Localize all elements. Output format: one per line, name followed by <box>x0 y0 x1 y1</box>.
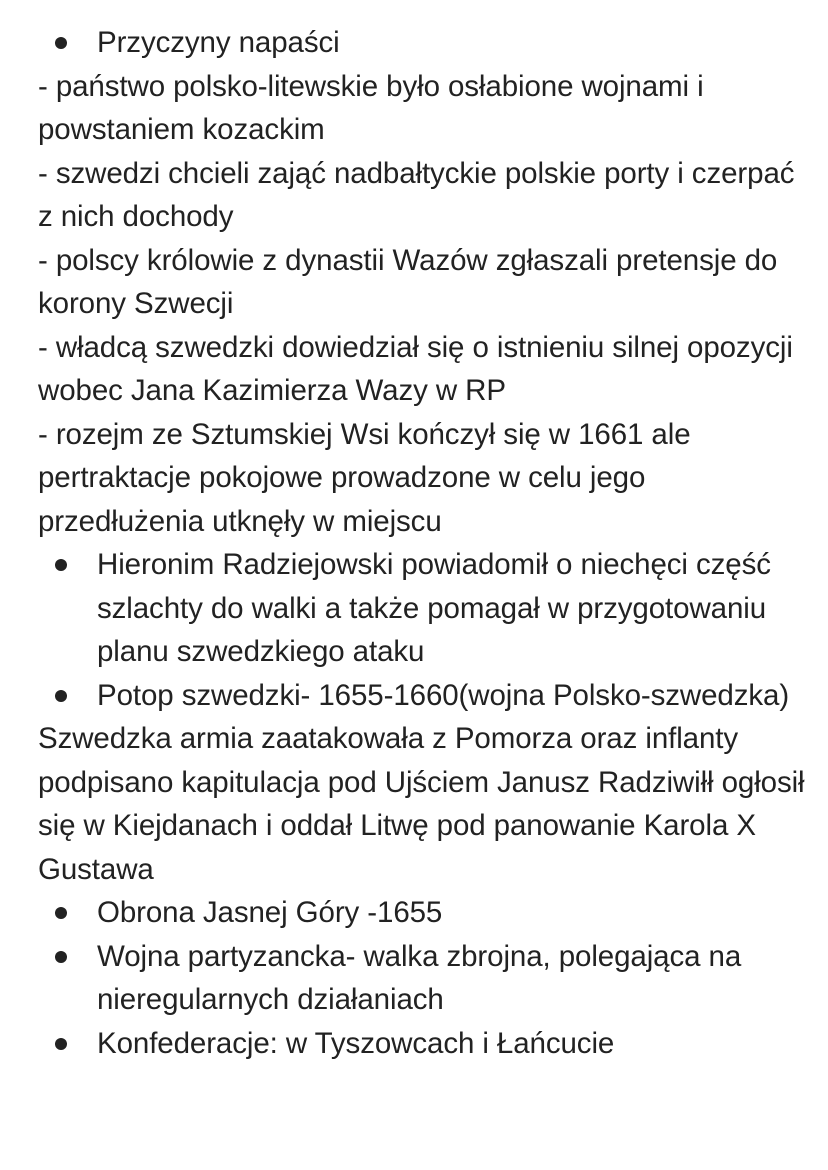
bullet-item <box>38 674 808 718</box>
bullet-item <box>38 21 808 65</box>
text-paragraph: - państwo polsko-litewskie było osłabione wojnami i powstaniem kozackim <box>38 69 704 146</box>
bullet-item <box>38 1022 808 1066</box>
bullet-dot-icon <box>55 559 67 571</box>
bullet-text: Przyczyny napaści <box>97 26 340 59</box>
bullet-dot-icon <box>55 37 67 49</box>
bullet-item <box>38 543 808 674</box>
bullet-text: Potop szwedzki- 1655-1660(wojna Polsko-szwedzka) <box>97 678 790 712</box>
text-paragraph: - władcą szwedzki dowiedział się o istnieniu silnej opozycji wobec Jana Kazimierza Wazy w RP <box>38 330 793 407</box>
bullet-item <box>38 935 808 1022</box>
bullet-dot-icon <box>55 1038 67 1050</box>
text-paragraph: Szwedzka armia zaatakowała z Pomorza oraz inflanty podpisano kapitulacja pod Ujściem Janusz Radziwiłł ogłosił się w Kiejdanach i oddał Litwę pod panowanie Karola X Gustawa <box>38 722 805 886</box>
bullet-dot-icon <box>55 951 67 963</box>
bullet-dot-icon <box>55 690 67 702</box>
text-paragraph: - polscy królowie z dynastii Wazów zgłaszali pretensje do korony Szwecji <box>38 243 778 320</box>
text-paragraph: - szwedzi chcieli zająć nadbałtyckie polskie porty i czerpać z nich dochody <box>38 156 795 233</box>
bullet-text: Konfederacje: w Tyszowcach i Łańcucie <box>97 1026 615 1060</box>
bullet-text: Wojna partyzancka- walka zbrojna, polegająca na nieregularnych działaniach <box>97 939 742 1016</box>
bullet-dot-icon <box>55 907 67 919</box>
text-paragraph: - rozejm ze Sztumskiej Wsi kończył się w 1661 ale pertraktacje pokojowe prowadzone w celu jego przedłużenia utknęły w miejscu <box>38 417 691 538</box>
bullet-item <box>38 891 808 935</box>
bullet-text: Obrona Jasnej Góry -1655 <box>97 896 443 929</box>
bullet-text: Hieronim Radziejowski powiadomił o niechęci część szlachty do walki a także pomagał w przygotowaniu planu szwedzkiego ataku <box>97 548 771 668</box>
